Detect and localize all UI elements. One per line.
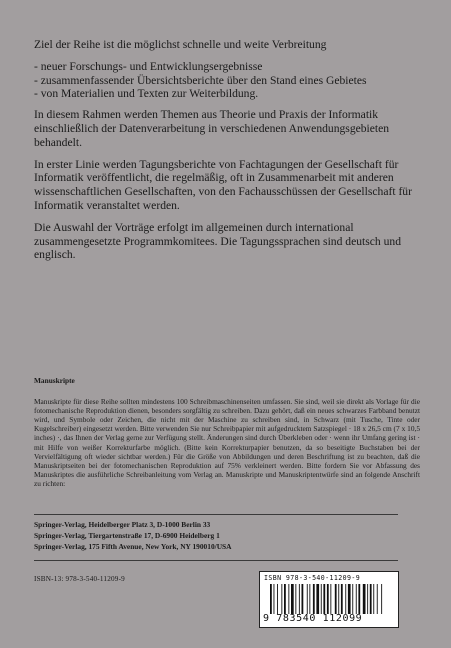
manuscripts-heading: Manuskripte [34,376,75,385]
goals-list-item: - zusammenfassender Übersichtsberichte über den Stand eines Gebietes [34,73,367,87]
barcode-isbn-text: ISBN 978-3-540-11209-9 [264,574,361,582]
goals-list [34,60,434,101]
barcode-icon [270,584,388,614]
divider-top [34,514,398,515]
address-berlin: Springer-Verlag, Heidelberger Platz 3, D-1000 Berlin 33 [34,520,211,529]
barcode-number: 9 783540 112099 [263,613,363,624]
isbn-barcode [259,571,399,628]
address-new-york: Springer-Verlag, 175 Fifth Avenue, New York, NY 190010/USA [34,541,232,551]
proceedings-paragraph: In erster Linie werden Tagungsberichte von Fachtagungen der Gesellschaft für Informatik veröffentlicht, die regelmäßig, oft in Zusammenarbeit mit anderen wissenschaftlichen Gesellschaften, von den Fachausschüssen der Gesellschaft für Informatik veranstaltet werden. [34,157,412,212]
manuscripts-section [34,376,420,488]
isbn-label: ISBN-13: 978-3-540-11209-9 [34,575,125,583]
selection-paragraph: Die Auswahl der Vorträge erfolgt im allgemeinen durch international zusammengesetzte Programmkomitees. Die Tagungssprachen sind deutsch und englisch. [34,220,401,262]
publisher-addresses [34,520,231,552]
intro-paragraph: Ziel der Reihe ist die möglichst schnelle und weite Verbreitung [34,38,327,51]
divider-bottom [34,560,398,561]
goals-list-item: - von Materialien und Texten zur Weiterbildung. [34,87,259,101]
manuscripts-body: Manuskripte für diese Reihe sollten mindestens 100 Schreibmaschinenseiten umfassen. Sie sind, weil sie direkt als Vorlage für die fotomechanische Reproduktion dienen, besonders sorgfältig zu schreiben. Dazu gehört, daß ein neues schwarzes Farbband benutzt wird, und Symbole oder Zeichen, die nicht mit der Maschine zu schreiben sind, in Schwarz (mit Tusche, Tinte oder Kugelschreiber) eingesetzt werden. Bitte verwenden Sie nur Schreibpapier mit aufgedrucktem Satzspiegel · 18 x 26,5 cm (7 x 10,5 inches) ·, das Ihnen der Verlag gerne zur Verfügung stellt. Änderungen sind durch Überkleben oder · wenn ihr Umfang gering ist · mit Hilfe von weißer Korrekturfarbe möglich. (Bitte kein Korrekturpapier benutzen, da so beseitigte Buchstaben bei der Vervielfältigung oft wieder sichtbar werden.) Für die Größe von Abbildungen und deren Beschriftung ist zu beachten, daß die Manuskriptseiten bei der fotomechanischen Reproduktion auf 75% verkleinert werden. Bitte fordern Sie vor Abfassung des Manuskriptes die ausführliche Schreibanleitung vom Verlag an. Manuskripte und Manuskriptentwürfe sind an folgende Anschrift zu richten: [34,397,420,488]
address-heidelberg: Springer-Verlag, Tiergartenstraße 17, D-6900 Heidelberg 1 [34,530,220,540]
series-description [34,38,434,270]
topics-paragraph: In diesem Rahmen werden Themen aus Theorie und Praxis der Informatik einschließlich der Datenverarbeitung in verschiedenen Anwendungsgebieten behandelt. [34,108,390,149]
goals-list-item: - neuer Forschungs- und Entwicklungsergebnisse [34,59,263,73]
